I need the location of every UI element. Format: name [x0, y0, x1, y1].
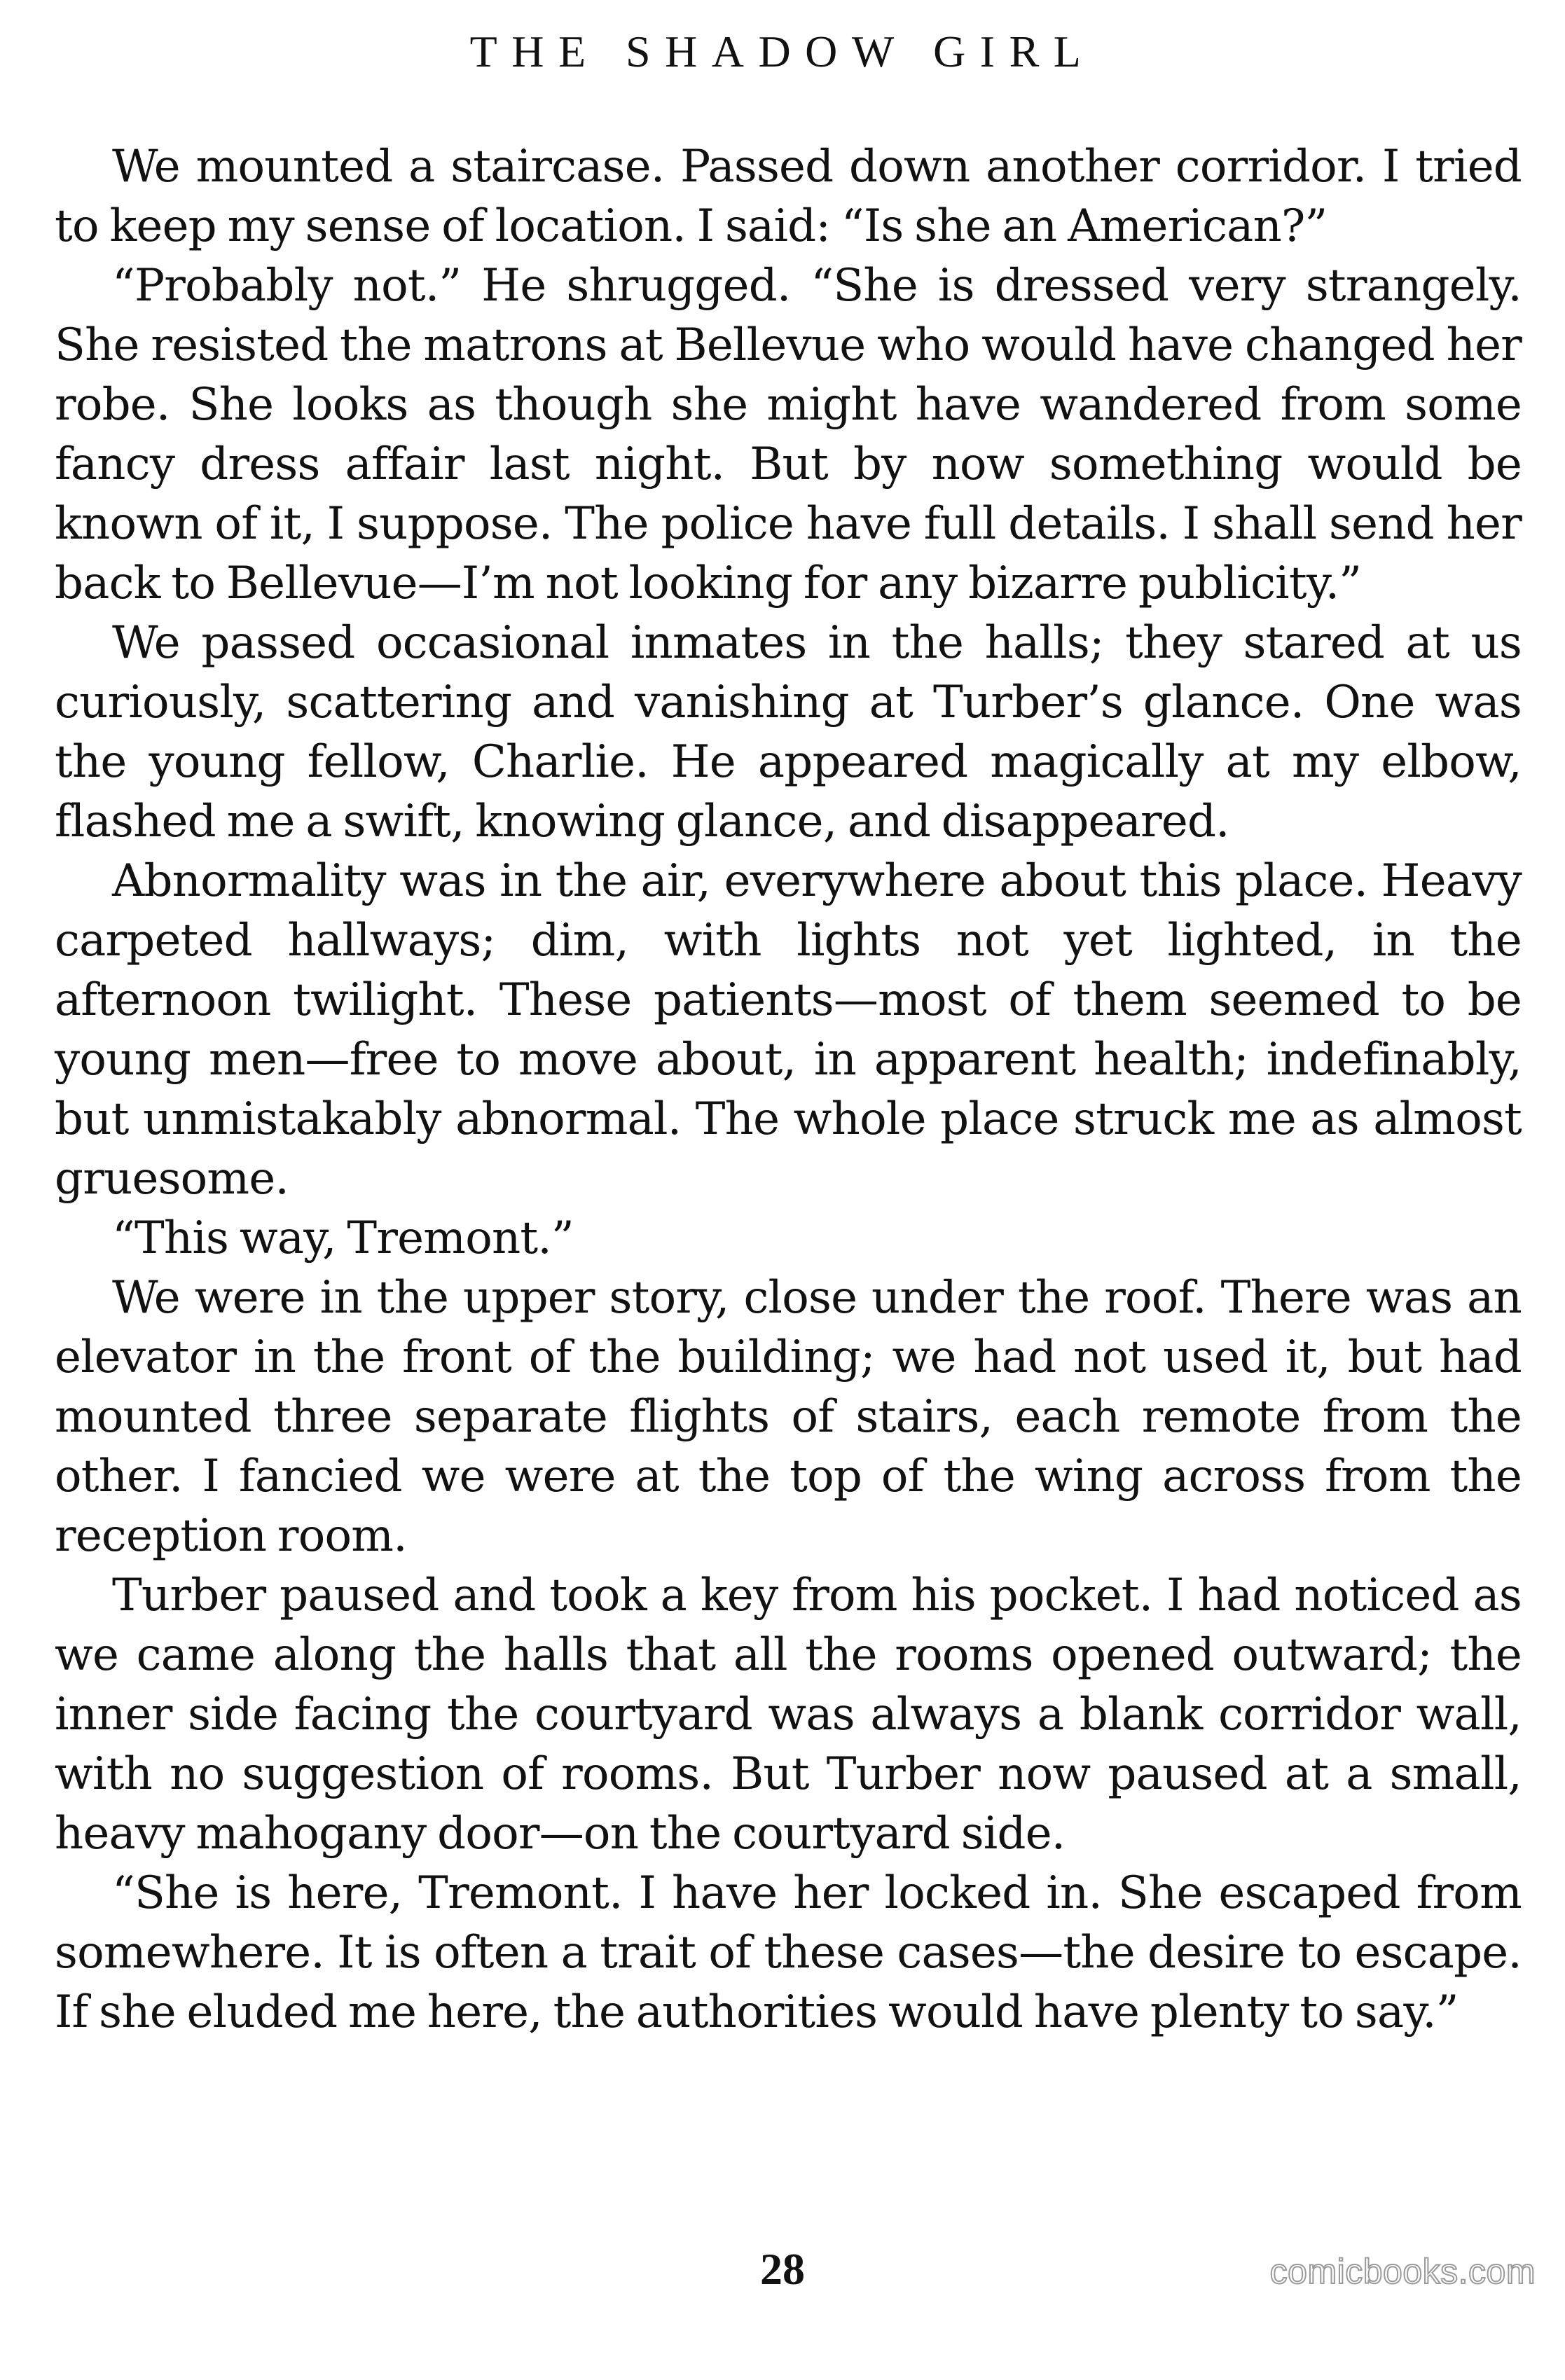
running-title: THE SHADOW GIRL — [469, 27, 1096, 76]
paragraph: We mounted a staircase. Passed down another corridor. I tried to keep my sense of location. I said: “Is she an American?” — [55, 141, 1522, 252]
paragraph: We passed occasional inmates in the halls; they stared at us curiously, scattering and vanishing at Turber’s glance. One was the young fellow, Charlie. He appeared magically at my elbow, flashed me a swift, knowing glance, and disappeared. — [55, 617, 1522, 847]
paragraph: “Probably not.” He shrugged. “She is dressed very strangely. She resisted the matrons at Bellevue who would have changed her robe. She looks as though she might have wandered from some fancy dress affair last night. But by now something would be known of it, I suppose. The police have full details. I shall send her back to Bellevue—I’m not looking for any bizarre publicity.” — [55, 260, 1522, 609]
page-number: 28 — [760, 2244, 805, 2294]
paragraph: Turber paused and took a key from his pocket. I had noticed as we came along the halls that all the rooms opened outward; the inner side facing the courtyard was always a blank corridor wall, with no suggestion of rooms. But Turber now paused at a small, heavy mahogany door—on the courtyard side. — [55, 1570, 1522, 1860]
paragraph: “She is here, Tremont. I have her locked in. She escaped from somewhere. It is often a trait of these cases—the desire to escape. If she eluded me here, the authorities would have plenty to say.” — [55, 1867, 1522, 2038]
paragraph: “This way, Tremont.” — [112, 1212, 574, 1264]
paragraph: Abnormality was in the air, everywhere about this place. Heavy carpeted hallways; dim, with lights not yet lighted, in the afternoon twilight. These patients—most of them seemed to be young men—free to move about, in apparent health; indefinably, but unmistakably abnormal. The whole place struck me as almost gruesome. — [55, 855, 1522, 1205]
body-text — [55, 137, 1522, 2042]
watermark: comicbooks.com — [1269, 2252, 1536, 2291]
paragraph: We were in the upper story, close under the roof. There was an elevator in the front of the building; we had not used it, but had mounted three separate flights of stairs, each remote from the other. I fancied we were at the top of the wing across from the reception room. — [55, 1272, 1522, 1562]
